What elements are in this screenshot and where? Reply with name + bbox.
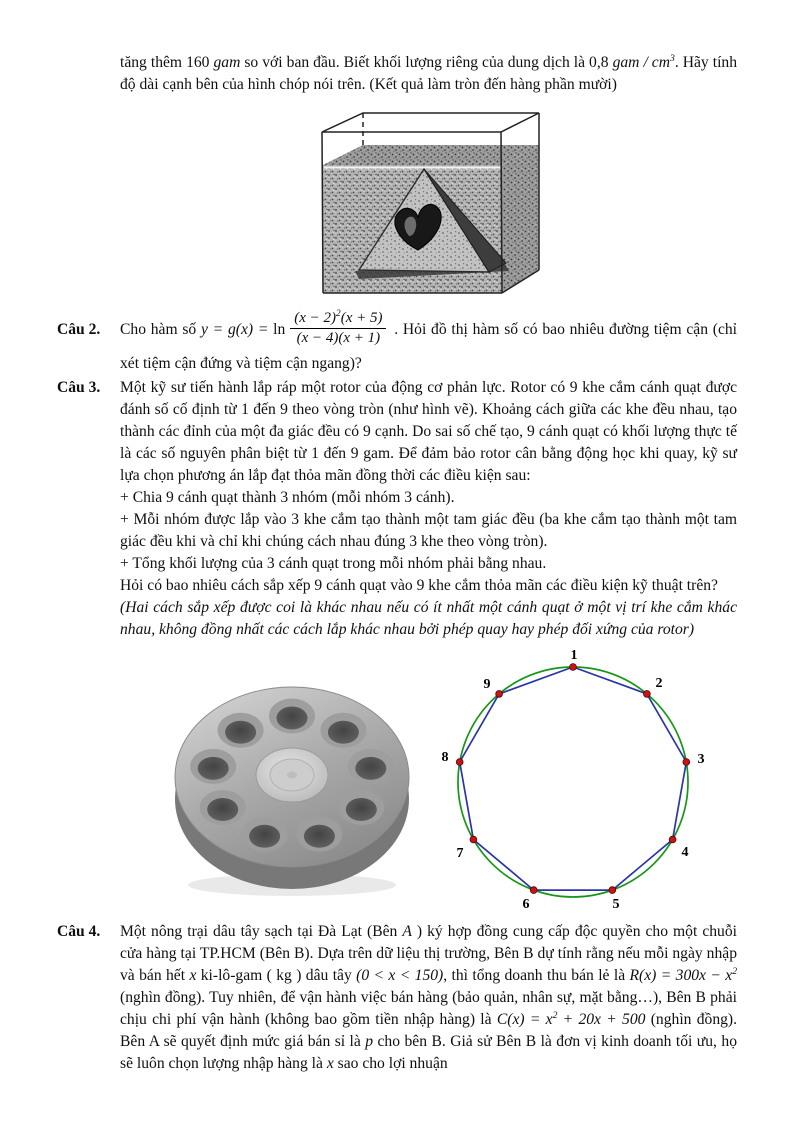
figure-row	[163, 645, 737, 915]
question-3-bullet-3: + Tổng khối lượng của 3 cánh quạt trong mỗi nhóm phải bằng nhau.	[120, 555, 547, 572]
question-3-label: Câu 3.	[57, 379, 101, 396]
vertex-labels	[442, 648, 705, 912]
figure-pyramid-in-tank	[321, 110, 737, 300]
vertex-label-8: 8	[441, 750, 449, 765]
vertex-label-2: 2	[655, 676, 663, 691]
rotor-photo	[163, 671, 421, 909]
q1-continuation-paragraph	[57, 52, 737, 96]
question-3	[57, 377, 737, 641]
question-2-label: Câu 2.	[57, 321, 101, 339]
vertex-label-7: 7	[456, 846, 464, 861]
fraction	[290, 309, 386, 348]
nonagon-diagram	[433, 645, 713, 915]
question-4	[57, 921, 737, 1075]
vertex-label-5: 5	[612, 897, 620, 912]
question-3-question: Hỏi có bao nhiêu cách sắp xếp 9 cánh quạt vào 9 khe cắm thỏa mãn các điều kiện kỹ thuật trên?	[120, 577, 718, 594]
question-2-formula-lead: y = g(x) = ln	[201, 321, 286, 339]
q1-continuation-text: tăng thêm 160 gam so với ban đầu. Biết khối lượng riêng của dung dịch là 0,8 gam / $cm^3$. Hãy tính độ dài cạnh bên của hình chóp nói trên. (Kết quả làm tròn đến hàng phần mười)	[120, 52, 738, 93]
question-3-bullet-1: + Chia 9 cánh quạt thành 3 nhóm (mỗi nhóm 3 cánh).	[120, 489, 455, 506]
vertex-label-4: 4	[681, 845, 689, 860]
pyramid-tank-illustration	[321, 110, 546, 300]
question-3-note: (Hai cách sắp xếp được coi là khác nhau nếu có ít nhất một cánh quạt ở một vị trí khe cắm khác nhau, không đồng nhất các cách lắp khác nhau bởi phép quay hay phép đối xứng của rotor)	[120, 599, 737, 638]
fraction-denominator: (x − 4)(x + 1)	[296, 330, 381, 346]
question-2-pre: Cho hàm số	[120, 321, 201, 339]
vertex-label-1: 1	[570, 648, 578, 663]
vertex-label-6: 6	[522, 897, 530, 912]
vertex-label-3: 3	[697, 752, 705, 767]
vertex-label-9: 9	[483, 677, 491, 692]
question-4-label: Câu 4.	[57, 923, 101, 940]
question-3-bullet-2: + Mỗi nhóm được lắp vào 3 khe cắm tạo thành một tam giác đều (ba khe cắm tạo thành một tam giác đều khi và chỉ khi chúng cách nhau đúng 3 khe theo vòng tròn).	[120, 511, 737, 550]
question-3-intro	[57, 377, 737, 487]
circumscribed-circle	[458, 667, 688, 897]
fraction-numerator: $(x - 2)^2(x + 5)$	[290, 309, 386, 329]
nonagon-polygon	[460, 667, 687, 890]
question-4-text: Một nông trại dâu tây sạch tại Đà Lạt (Bên A ) ký hợp đồng cung cấp độc quyền cho một chuỗi cửa hàng tại TP.HCM (Bên B). Dựa trên dữ liệu thị trường, Bên B dự tính rằng nếu mỗi ngày nhập và bán hết x ki-lô-gam ( kg ) dâu tây (0 < x < 150), thì tổng doanh thu bán lẻ là $R(x) = 300x - x^2$ (nghìn đồng). Tuy nhiên, để vận hành việc bán hàng (bảo quản, nhân sự, mặt bằng…), Bên B phải chịu chi phí vận hành (không bao gồm tiền nhập hàng) là $C(x) = x^2 + 20x + 500$ (nghìn đồng). Bên A sẽ quyết định mức giá bán sỉ là p cho bên B. Giả sử Bên B là đơn vị kinh doanh tối ưu, họ sẽ luôn chọn lượng nhập hàng là x sao cho lợi nhuận	[120, 923, 738, 1072]
question-2-post: . Hỏi đồ thị hàm số có bao nhiêu đường tiệm cận (chỉ xét tiệm cận đứng và tiệm cận ngang)?	[120, 321, 737, 372]
rotor-hub	[256, 748, 328, 802]
question-3-intro-text: Một kỹ sư tiến hành lắp ráp một rotor của động cơ phản lực. Rotor có 9 khe cắm cánh quạt được đánh số cố định từ 1 đến 9 theo vòng tròn (như hình vẽ). Khoảng cách giữa các khe đều nhau, tạo thành các đỉnh của một đa giác đều có 9 cạnh. Do sai số chế tạo, 9 cánh quạt có khối lượng thực tế là các số nguyên phân biệt từ 1 đến 9 gam. Để đảm bảo rotor cân bằng động học khi quay, kỹ sư lựa chọn phương án lắp đạt thỏa mãn đồng thời các điều kiện sau:	[120, 379, 737, 484]
vertex-dots	[456, 664, 689, 894]
question-2	[57, 308, 737, 375]
